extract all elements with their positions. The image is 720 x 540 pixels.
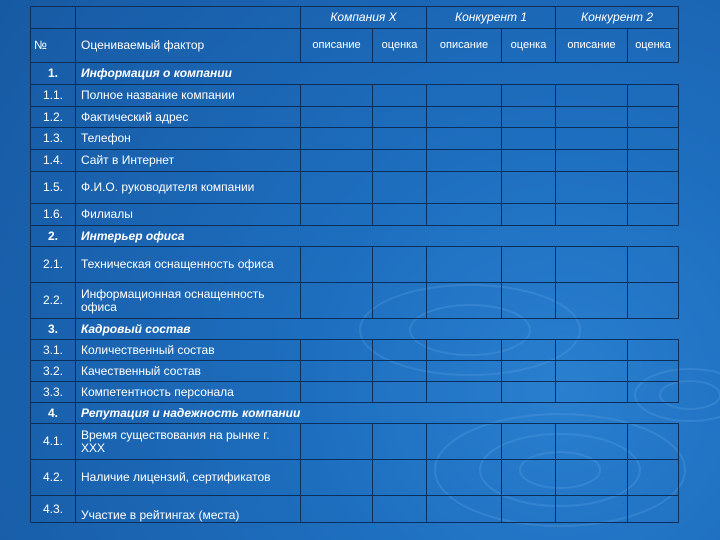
score-cell[interactable] [373, 247, 427, 283]
description-cell[interactable] [427, 382, 502, 403]
description-cell[interactable] [427, 283, 502, 319]
table-row [31, 283, 679, 319]
description-cell[interactable] [556, 283, 628, 319]
competitor-comparison-table [30, 6, 679, 523]
score-cell[interactable] [373, 340, 427, 361]
row-number: 1.4. [31, 150, 76, 172]
score-cell[interactable] [628, 204, 679, 226]
factor-label: Наличие лицензий, сертификатов [76, 460, 301, 496]
score-cell[interactable] [502, 247, 556, 283]
header-empty-num [31, 7, 76, 29]
table-row [31, 85, 679, 107]
description-cell[interactable] [301, 204, 373, 226]
header-empty-factor [76, 7, 301, 29]
row-number: 4.3. [31, 496, 76, 523]
row-number: 2. [31, 226, 76, 247]
table-row [31, 382, 679, 403]
factor-label: Сайт в Интернет [76, 150, 301, 172]
description-cell[interactable] [556, 460, 628, 496]
factor-label: Информационная оснащенность офиса [76, 283, 301, 319]
row-number: 1.5. [31, 172, 76, 204]
header-factor: Оцениваемый фактор [76, 29, 301, 63]
factor-label: Полное название компании [76, 85, 301, 107]
description-cell[interactable] [301, 340, 373, 361]
table-row [31, 172, 679, 204]
description-cell[interactable] [301, 361, 373, 382]
table-row [31, 424, 679, 460]
description-cell[interactable] [427, 204, 502, 226]
score-cell[interactable] [628, 460, 679, 496]
factor-label: Фактический адрес [76, 107, 301, 128]
score-cell[interactable] [628, 340, 679, 361]
score-cell[interactable] [502, 204, 556, 226]
description-cell[interactable] [556, 150, 628, 172]
description-cell[interactable] [556, 204, 628, 226]
row-number: 2.1. [31, 247, 76, 283]
score-cell[interactable] [502, 460, 556, 496]
score-cell[interactable] [373, 361, 427, 382]
score-cell[interactable] [628, 382, 679, 403]
description-cell[interactable] [427, 496, 502, 523]
factor-label: Качественный состав [76, 361, 301, 382]
section-row [31, 319, 679, 340]
description-cell[interactable] [301, 247, 373, 283]
description-cell[interactable] [427, 107, 502, 128]
score-cell[interactable] [373, 107, 427, 128]
section-title: Репутация и надежность компании [76, 403, 679, 424]
description-cell[interactable] [301, 382, 373, 403]
score-cell[interactable] [628, 128, 679, 150]
header-competitor-1: Конкурент 1 [427, 7, 556, 29]
score-cell[interactable] [373, 283, 427, 319]
factor-label: Участие в рейтингах (места) [76, 496, 301, 523]
header-row-groups [31, 7, 679, 29]
score-cell[interactable] [373, 496, 427, 523]
table-row [31, 361, 679, 382]
description-cell[interactable] [556, 361, 628, 382]
description-cell[interactable] [301, 283, 373, 319]
row-number: 1.1. [31, 85, 76, 107]
description-cell[interactable] [301, 150, 373, 172]
score-cell[interactable] [502, 361, 556, 382]
description-cell[interactable] [301, 172, 373, 204]
score-cell[interactable] [628, 424, 679, 460]
description-cell[interactable] [556, 172, 628, 204]
row-number: 4.1. [31, 424, 76, 460]
description-cell[interactable] [301, 496, 373, 523]
score-cell[interactable] [628, 85, 679, 107]
score-cell[interactable] [628, 150, 679, 172]
header-company-x: Компания Х [301, 7, 427, 29]
score-cell[interactable] [502, 128, 556, 150]
table-row [31, 247, 679, 283]
header-sub-description: описание [556, 29, 628, 63]
score-cell[interactable] [373, 150, 427, 172]
row-number: 4. [31, 403, 76, 424]
header-row-sub [31, 29, 679, 63]
score-cell[interactable] [373, 172, 427, 204]
row-number: 3. [31, 319, 76, 340]
description-cell[interactable] [427, 128, 502, 150]
table-row [31, 204, 679, 226]
score-cell[interactable] [628, 361, 679, 382]
row-number: 3.1. [31, 340, 76, 361]
score-cell[interactable] [502, 107, 556, 128]
description-cell[interactable] [427, 150, 502, 172]
table-row [31, 150, 679, 172]
factor-label: Техническая оснащенность офиса [76, 247, 301, 283]
score-cell[interactable] [502, 496, 556, 523]
factor-label: Ф.И.О. руководителя компании [76, 172, 301, 204]
header-sub-description: описание [427, 29, 502, 63]
description-cell[interactable] [427, 172, 502, 204]
score-cell[interactable] [502, 172, 556, 204]
score-cell[interactable] [628, 496, 679, 523]
description-cell[interactable] [556, 424, 628, 460]
score-cell[interactable] [373, 85, 427, 107]
row-number: 1.2. [31, 107, 76, 128]
score-cell[interactable] [502, 424, 556, 460]
score-cell[interactable] [502, 382, 556, 403]
row-number: 1. [31, 63, 76, 85]
table-row [31, 128, 679, 150]
row-number: 1.6. [31, 204, 76, 226]
score-cell[interactable] [373, 128, 427, 150]
table-row [31, 496, 679, 523]
section-title: Информация о компании [76, 63, 679, 85]
score-cell[interactable] [628, 247, 679, 283]
table-row [31, 460, 679, 496]
score-cell[interactable] [373, 424, 427, 460]
score-cell[interactable] [373, 460, 427, 496]
row-number: 1.3. [31, 128, 76, 150]
description-cell[interactable] [556, 340, 628, 361]
score-cell[interactable] [502, 340, 556, 361]
factor-label: Филиалы [76, 204, 301, 226]
description-cell[interactable] [427, 424, 502, 460]
header-num: № [31, 29, 76, 63]
section-row [31, 226, 679, 247]
description-cell[interactable] [556, 247, 628, 283]
header-sub-description: описание [301, 29, 373, 63]
section-row [31, 63, 679, 85]
row-number: 2.2. [31, 283, 76, 319]
factor-label: Время существования на рынке г. ХХХ [76, 424, 301, 460]
score-cell[interactable] [628, 107, 679, 128]
description-cell[interactable] [301, 424, 373, 460]
table-row [31, 340, 679, 361]
section-title: Интерьер офиса [76, 226, 679, 247]
score-cell[interactable] [373, 382, 427, 403]
description-cell[interactable] [301, 107, 373, 128]
row-number: 3.2. [31, 361, 76, 382]
factor-label: Телефон [76, 128, 301, 150]
score-cell[interactable] [628, 283, 679, 319]
description-cell[interactable] [556, 496, 628, 523]
description-cell[interactable] [427, 460, 502, 496]
description-cell[interactable] [301, 85, 373, 107]
description-cell[interactable] [556, 382, 628, 403]
section-title: Кадровый состав [76, 319, 679, 340]
row-number: 3.3. [31, 382, 76, 403]
description-cell[interactable] [556, 128, 628, 150]
header-sub-score: оценка [502, 29, 556, 63]
description-cell[interactable] [301, 128, 373, 150]
description-cell[interactable] [556, 107, 628, 128]
description-cell[interactable] [427, 361, 502, 382]
row-number: 4.2. [31, 460, 76, 496]
description-cell[interactable] [556, 85, 628, 107]
description-cell[interactable] [427, 247, 502, 283]
score-cell[interactable] [502, 85, 556, 107]
factor-label: Компетентность персонала [76, 382, 301, 403]
score-cell[interactable] [373, 204, 427, 226]
description-cell[interactable] [427, 85, 502, 107]
score-cell[interactable] [628, 172, 679, 204]
description-cell[interactable] [427, 340, 502, 361]
section-row [31, 403, 679, 424]
description-cell[interactable] [301, 460, 373, 496]
score-cell[interactable] [502, 283, 556, 319]
header-competitor-2: Конкурент 2 [556, 7, 679, 29]
factor-label: Количественный состав [76, 340, 301, 361]
header-sub-score: оценка [628, 29, 679, 63]
score-cell[interactable] [502, 150, 556, 172]
header-sub-score: оценка [373, 29, 427, 63]
table-row [31, 107, 679, 128]
